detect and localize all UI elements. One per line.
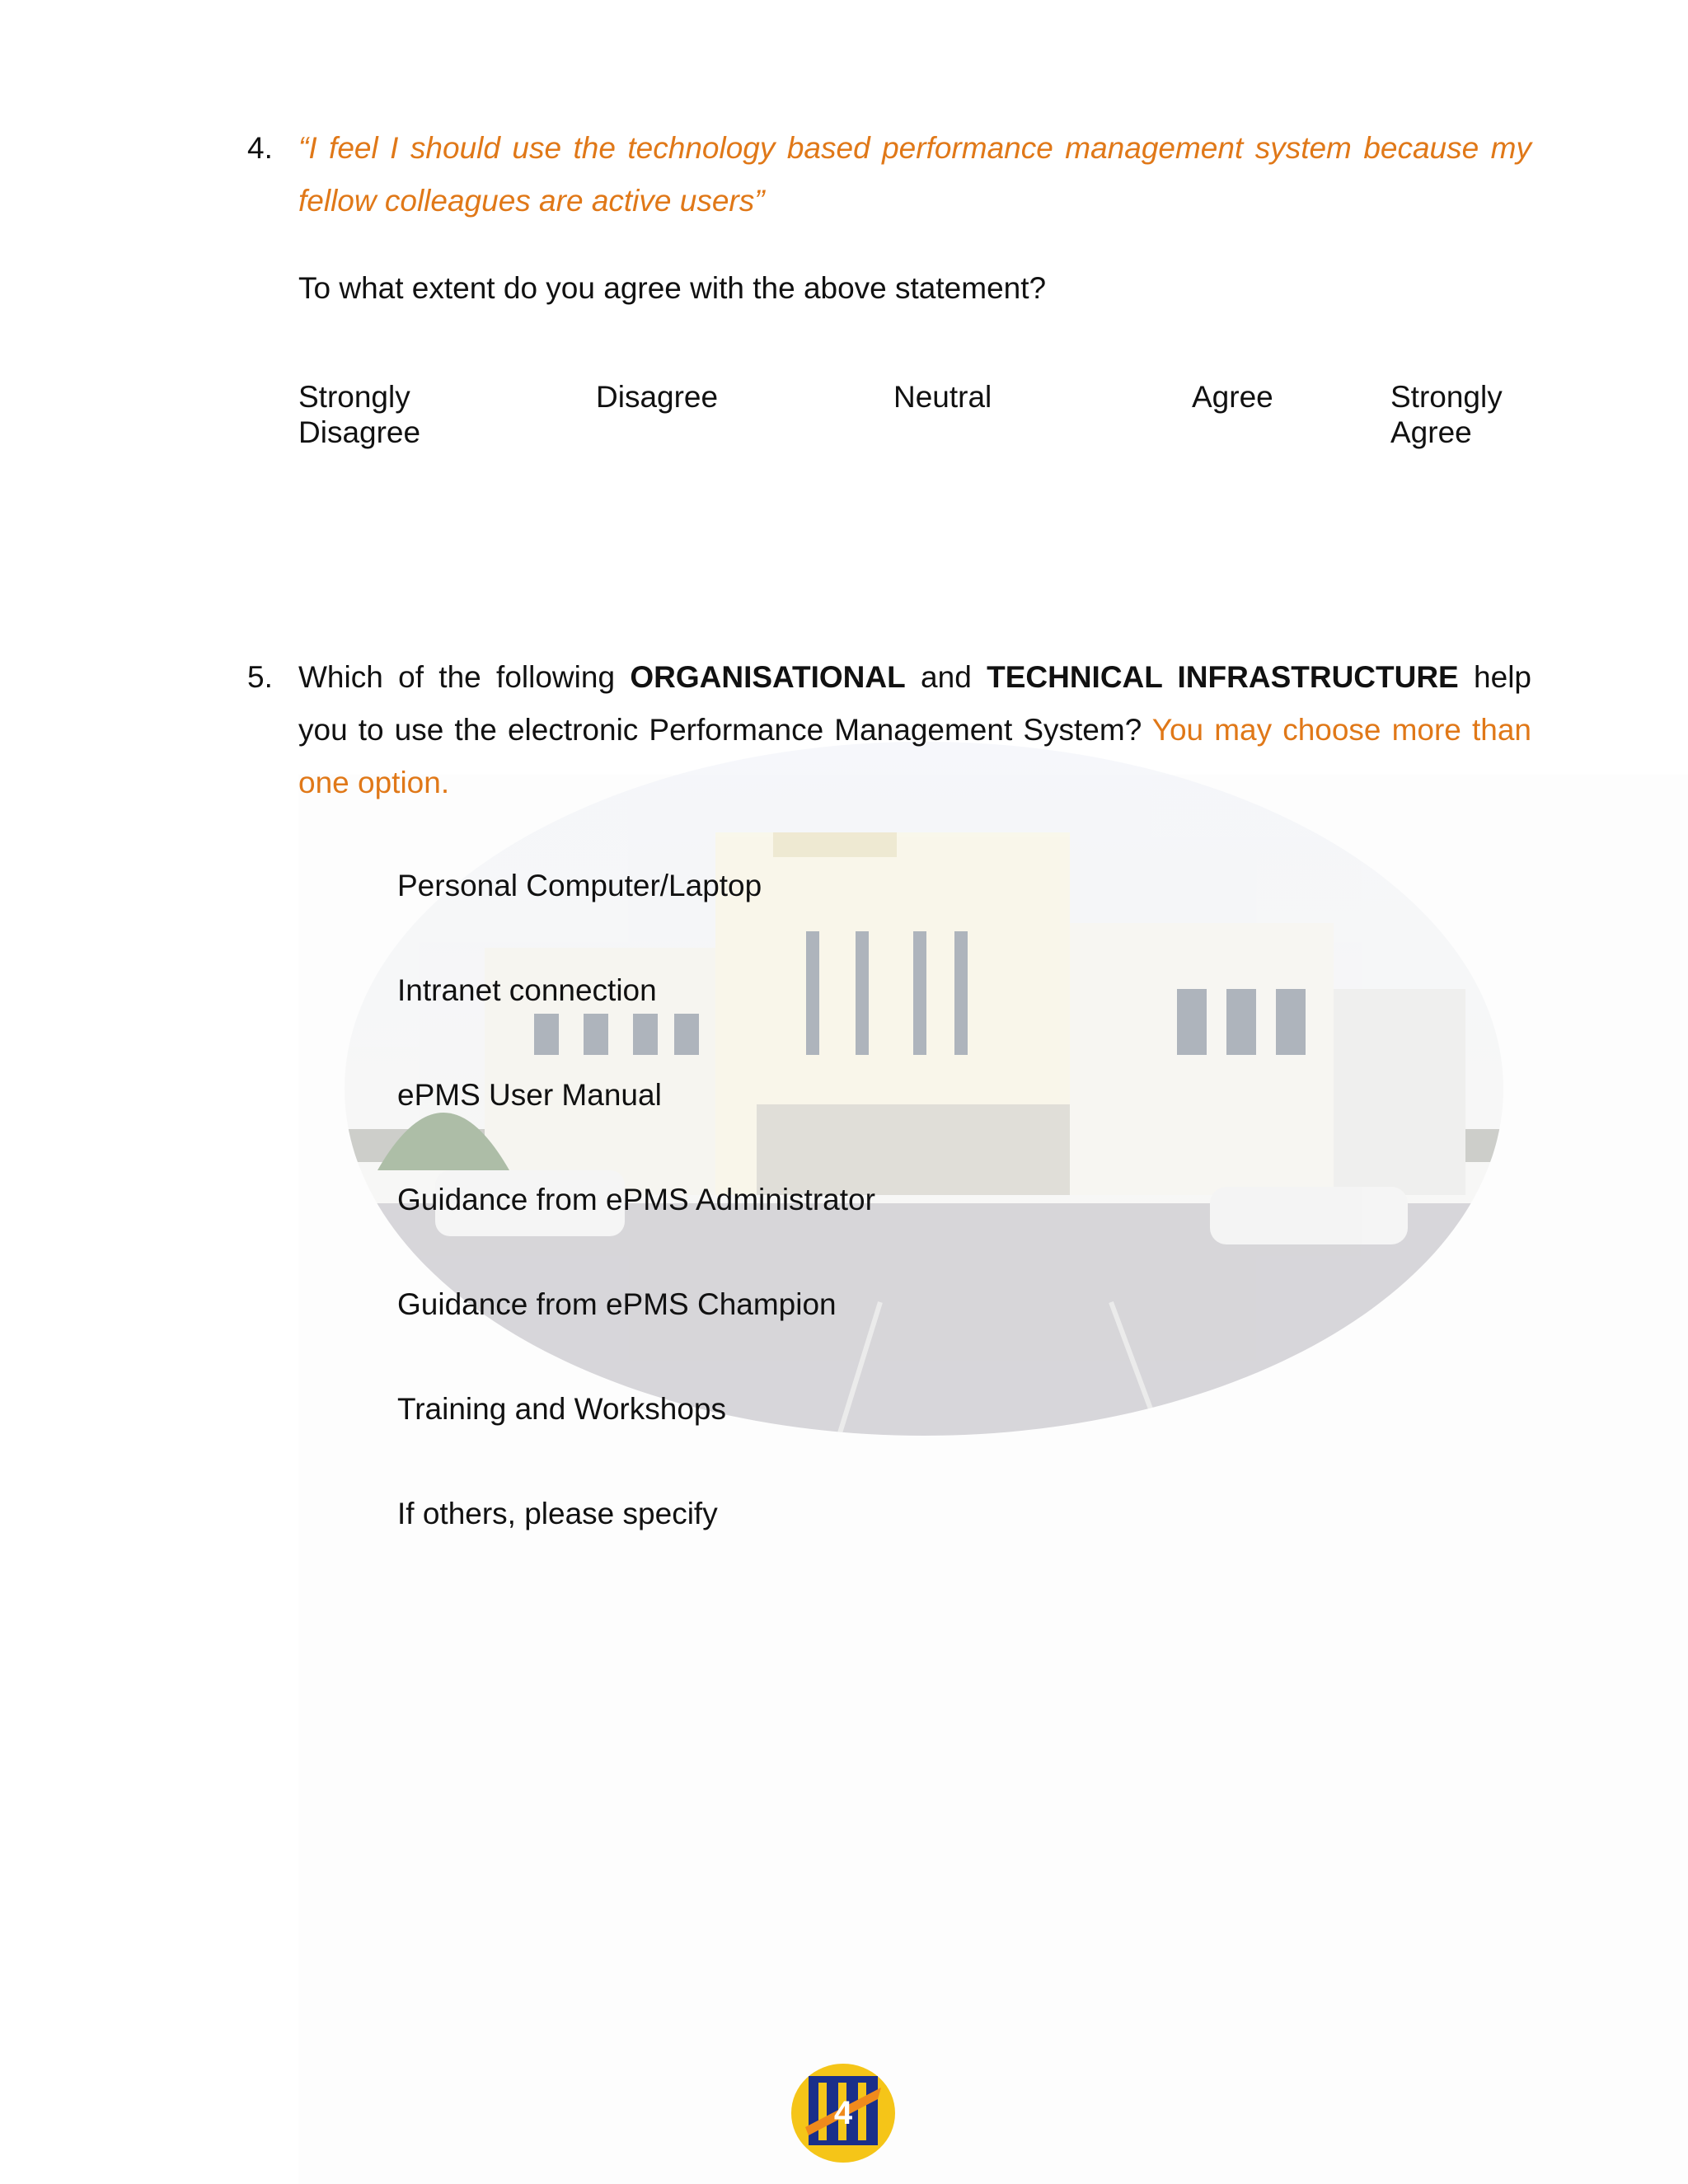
likert-option-neutral[interactable]: Neutral	[893, 380, 992, 414]
question-4-number: 4.	[247, 131, 273, 165]
option-guidance-champion[interactable]: Guidance from ePMS Champion	[397, 1287, 837, 1321]
question-5-text-part-2: and	[905, 660, 987, 694]
likert-option-strongly-disagree[interactable]: Strongly Disagree	[298, 380, 421, 449]
question-5-keyword-technical-infrastructure: TECHNICAL INFRASTRUCTURE	[987, 660, 1459, 694]
likert-option-strongly-agree[interactable]: Strongly Agree	[1390, 380, 1503, 449]
question-5-options-list	[397, 861, 875, 1594]
question-5-note: You may choose more than one option.	[298, 713, 1531, 799]
option-training-workshops[interactable]: Training and Workshops	[397, 1392, 726, 1426]
question-4-statement: “I feel I should use the technology based performance management system because my fellow colleagues are active users”	[298, 131, 1531, 218]
question-5-number: 5.	[247, 660, 273, 694]
page-number: 4	[833, 2095, 853, 2131]
page-number-badge	[790, 2063, 896, 2163]
option-personal-computer[interactable]: Personal Computer/Laptop	[397, 869, 762, 902]
option-epms-user-manual[interactable]: ePMS User Manual	[397, 1078, 662, 1112]
question-4-prompt: To what extent do you agree with the above statement?	[298, 271, 1047, 305]
question-5-keyword-organisational: ORGANISATIONAL	[630, 660, 906, 694]
question-5-text-part-3: help you to use the electronic Performance Management System?	[298, 660, 1532, 747]
option-others-specify[interactable]: If others, please specify	[397, 1497, 718, 1530]
likert-option-disagree[interactable]: Disagree	[596, 380, 719, 414]
option-guidance-administrator[interactable]: Guidance from ePMS Administrator	[397, 1183, 875, 1216]
option-intranet-connection[interactable]: Intranet connection	[397, 973, 657, 1007]
question-5-text	[298, 651, 1531, 809]
likert-option-agree[interactable]: Agree	[1192, 380, 1273, 414]
question-5-text-part-1: Which of the following	[298, 660, 631, 694]
